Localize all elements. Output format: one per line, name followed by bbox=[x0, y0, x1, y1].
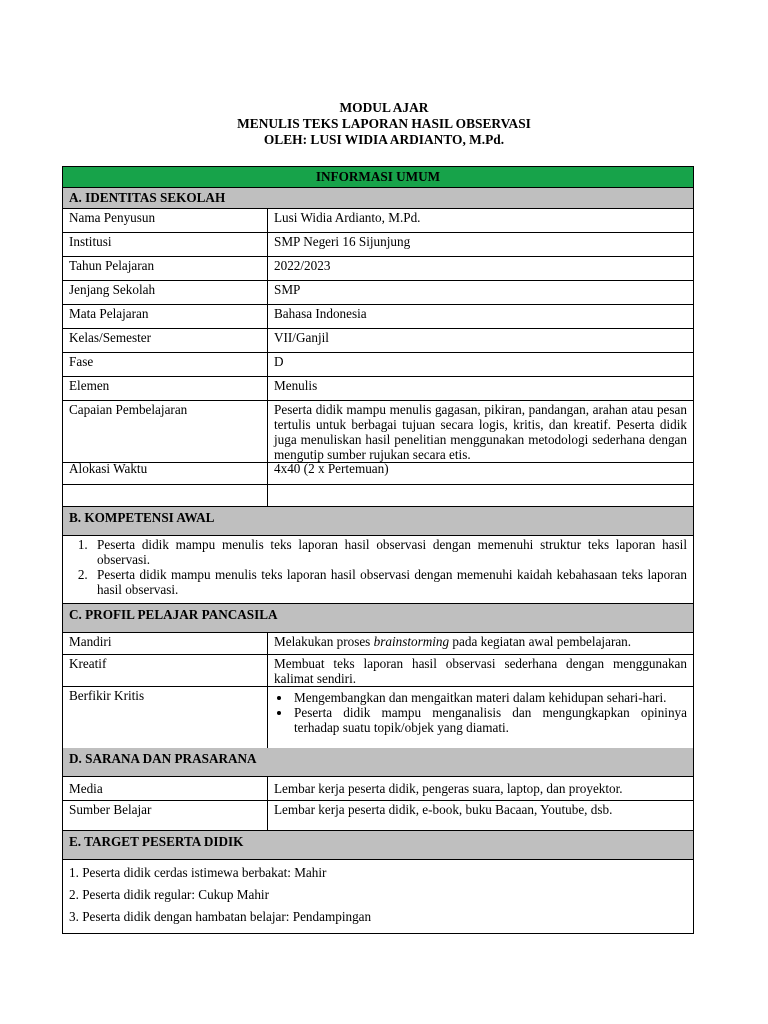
table-row bbox=[63, 462, 693, 484]
row-value-capaian: Peserta didik mampu menulis gagasan, pikiran, pandangan, arahan atau pesan tertulis untuk berbagai tujuan secara logis, kritis, dan kreatif. Peserta didik juga menuliskan hasil penelitian menggunakan metodologi sederhana dengan mengutip sumber rujukan secara etis. bbox=[274, 402, 687, 462]
row-label: Nama Penyusun bbox=[63, 209, 268, 232]
empty-cell bbox=[268, 485, 693, 506]
row-value: SMP Negeri 16 Sijunjung bbox=[274, 234, 411, 249]
title-line-1: MODUL AJAR bbox=[339, 100, 429, 115]
list-item: • Mengembangkan dan mengaitkan materi dalam kehidupan sehari-hari. bbox=[292, 690, 687, 705]
table-row bbox=[63, 304, 693, 328]
table-row bbox=[63, 400, 693, 462]
module-table bbox=[62, 166, 694, 934]
kompetensi-list bbox=[69, 537, 687, 597]
title-line-3: OLEH: LUSI WIDIA ARDIANTO, M.Pd. bbox=[263, 132, 505, 147]
row-label: Kreatif bbox=[63, 655, 268, 686]
target-list-row bbox=[63, 859, 693, 933]
table-row bbox=[63, 352, 693, 376]
section-sarana-row bbox=[63, 748, 693, 776]
row-value: Menulis bbox=[274, 378, 318, 393]
section-heading-identitas: A. IDENTITAS SEKOLAH bbox=[63, 188, 693, 208]
row-label: Jenjang Sekolah bbox=[63, 281, 268, 304]
mandiri-text-after: pada kegiatan awal pembelajaran. bbox=[449, 634, 632, 649]
table-row bbox=[63, 654, 693, 686]
list-item: • Peserta didik mampu menganalisis dan mengungkapkan opininya terhadap suatu topik/objek yang diamati. bbox=[292, 705, 687, 735]
table-row bbox=[63, 776, 693, 800]
row-value-mandiri bbox=[268, 633, 693, 654]
section-profil-row bbox=[63, 603, 693, 632]
list-item: 2. Peserta didik regular: Cukup Mahir bbox=[69, 887, 269, 902]
kompetensi-list-row bbox=[63, 535, 693, 603]
section-heading-profil: C. PROFIL PELAJAR PANCASILA bbox=[63, 604, 693, 632]
empty-row bbox=[63, 484, 693, 506]
table-row bbox=[63, 256, 693, 280]
row-label: Mandiri bbox=[63, 633, 268, 654]
table-row bbox=[63, 328, 693, 352]
row-label: Elemen bbox=[63, 377, 268, 400]
row-value: Bahasa Indonesia bbox=[274, 306, 367, 321]
row-value: Lembar kerja peserta didik, e-book, buku Bacaan, Youtube, dsb. bbox=[274, 802, 613, 817]
document-title bbox=[0, 100, 768, 148]
section-target-row bbox=[63, 830, 693, 859]
table-row bbox=[63, 632, 693, 654]
row-label: Mata Pelajaran bbox=[63, 305, 268, 328]
row-value: D bbox=[274, 354, 284, 369]
table-row bbox=[63, 208, 693, 232]
berfikir-cell bbox=[268, 687, 693, 748]
row-value: Membuat teks laporan hasil observasi sederhana dengan menggunakan kalimat sendiri. bbox=[274, 656, 687, 686]
row-value: Lembar kerja peserta didik, pengeras suara, laptop, dan proyektor. bbox=[274, 781, 623, 796]
table-row bbox=[63, 686, 693, 748]
mandiri-text-before: Melakukan proses bbox=[274, 634, 374, 649]
row-label: Institusi bbox=[63, 233, 268, 256]
section-heading-target: E. TARGET PESERTA DIDIK bbox=[63, 831, 693, 859]
list-item: 2. Peserta didik mampu menulis teks laporan hasil observasi dengan memenuhi kaidah kebahasaan teks laporan hasil observasi. bbox=[91, 567, 687, 597]
row-label: Tahun Pelajaran bbox=[63, 257, 268, 280]
row-label: Kelas/Semester bbox=[63, 329, 268, 352]
row-value: Lusi Widia Ardianto, M.Pd. bbox=[274, 210, 421, 225]
row-label: Capaian Pembelajaran bbox=[63, 401, 268, 462]
table-row bbox=[63, 800, 693, 830]
section-kompetensi-row bbox=[63, 506, 693, 535]
empty-cell bbox=[63, 485, 268, 506]
row-label: Fase bbox=[63, 353, 268, 376]
banner-row bbox=[63, 167, 693, 187]
list-item: 3. Peserta didik dengan hambatan belajar: Pendampingan bbox=[69, 909, 372, 924]
target-cell bbox=[63, 860, 693, 933]
mandiri-text-italic: brainstorming bbox=[373, 634, 450, 649]
table-row bbox=[63, 376, 693, 400]
row-value: VII/Ganjil bbox=[274, 330, 329, 345]
list-item: 1. Peserta didik cerdas istimewa berbakat: Mahir bbox=[69, 865, 327, 880]
section-heading-kompetensi: B. KOMPETENSI AWAL bbox=[63, 507, 693, 535]
row-label: Sumber Belajar bbox=[63, 801, 268, 830]
kompetensi-cell bbox=[63, 536, 693, 603]
row-label: Media bbox=[63, 777, 268, 800]
title-line-2: MENULIS TEKS LAPORAN HASIL OBSERVASI bbox=[237, 116, 531, 131]
row-value: 4x40 (2 x Pertemuan) bbox=[274, 461, 389, 476]
table-row bbox=[63, 232, 693, 256]
banner-informasi-umum: INFORMASI UMUM bbox=[63, 167, 693, 187]
row-value: 2022/2023 bbox=[274, 258, 331, 273]
row-value: SMP bbox=[274, 282, 301, 297]
section-heading-sarana: D. SARANA DAN PRASARANA bbox=[63, 748, 693, 776]
section-identitas-row bbox=[63, 187, 693, 208]
list-item: 1. Peserta didik mampu menulis teks laporan hasil observasi dengan memenuhi struktur teks laporan hasil observasi. bbox=[91, 537, 687, 567]
row-label: Alokasi Waktu bbox=[63, 460, 268, 484]
table-row bbox=[63, 280, 693, 304]
berfikir-list bbox=[274, 690, 687, 735]
row-label: Berfikir Kritis bbox=[63, 687, 268, 748]
